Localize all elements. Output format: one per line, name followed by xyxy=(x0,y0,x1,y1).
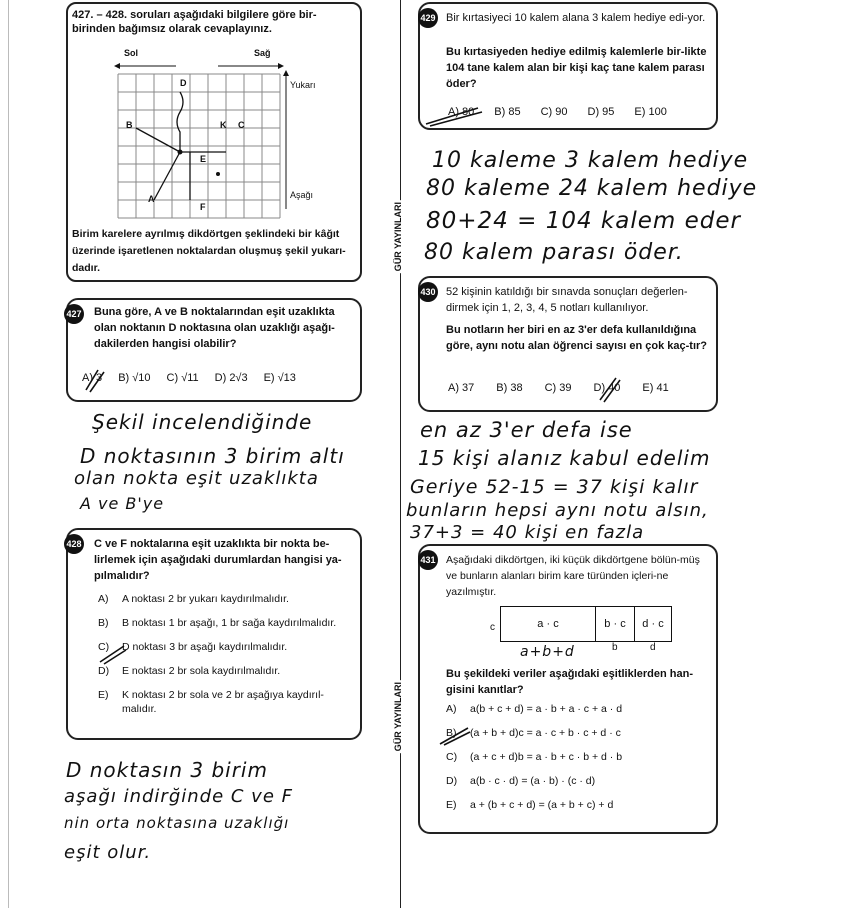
answer-mark-429 xyxy=(424,104,484,128)
option-c[interactable]: C) D noktası 3 br aşağı kaydırılmalıdır. xyxy=(98,641,288,653)
question-number-428: 428 xyxy=(64,534,84,554)
bottom-label-d: d xyxy=(650,642,656,653)
point-D: D xyxy=(180,78,187,88)
question-number-427: 427 xyxy=(64,304,84,324)
label-right: Sağ xyxy=(254,48,271,58)
label-up: Yukarı xyxy=(290,80,316,90)
point-K: K xyxy=(220,120,227,130)
rect-ac: a · c xyxy=(501,607,596,641)
handwriting-427-line-4: A ve B'ye xyxy=(80,494,165,513)
answer-mark-428 xyxy=(98,642,128,666)
question-429-text-1: Bir kırtasiyeci 10 kalem alana 3 kalem hediye edi-yor. xyxy=(446,12,706,24)
label-left: Sol xyxy=(124,48,139,58)
side-label-c: c xyxy=(490,622,495,633)
question-428 xyxy=(66,528,362,740)
option-a[interactable]: A) 80 xyxy=(448,106,475,118)
question-number-431: 431 xyxy=(418,550,438,570)
question-431-text-2: Bu şekildeki veriler aşağıdaki eşitliklerden han-gisini kanıtlar? xyxy=(446,668,694,696)
option-c[interactable]: C) 90 xyxy=(540,106,568,118)
option-c[interactable]: C) √11 xyxy=(166,372,199,384)
question-428-options xyxy=(98,592,356,716)
answer-mark-430 xyxy=(593,374,626,404)
handwriting-428-line-4: eşit olur. xyxy=(64,842,152,863)
publisher-label-bottom: GÜR YAYINLARI xyxy=(393,682,403,752)
rect-bc: b · c xyxy=(596,607,635,641)
question-430 xyxy=(418,276,718,412)
handwriting-430-line-1: en az 3'er defa ise xyxy=(420,418,633,442)
question-427-options xyxy=(82,372,352,384)
point-B: B xyxy=(126,120,133,130)
question-number-430: 430 xyxy=(418,282,438,302)
handwriting-429-line-1: 10 kaleme 3 kalem hediye xyxy=(432,148,749,173)
question-429-text-2: Bu kırtasiyeden hediye edilmiş kalemlerle bir-likte 104 tane kalem alan bir kişi kaç tane kalem parası öder? xyxy=(446,46,707,90)
point-A: A xyxy=(148,194,155,204)
handwriting-430-line-4: bunların hepsi aynı notu alsın, xyxy=(406,500,709,521)
question-427-text: Buna göre, A ve B noktalarından eşit uzaklıkta olan noktanın D noktasına olan uzaklığı aşağı-dakilerden hangisi olabilir? xyxy=(94,306,335,350)
handwriting-428-line-2: aşağı indirğinde C ve F xyxy=(64,786,293,807)
option-a[interactable]: A) a(b + c + d) = a · b + a · c + a · d xyxy=(446,703,623,715)
publisher-label-top: GÜR YAYINLARI xyxy=(393,202,403,272)
option-e[interactable]: E) √13 xyxy=(263,372,296,384)
option-b[interactable]: B) B noktası 1 br aşağı, 1 br sağa kaydırılmalıdır. xyxy=(98,617,337,629)
question-428-text: C ve F noktalarına eşit uzaklıkta bir nokta be-lirlemek için aşağıdaki durumlardan hangisi ya-pılmalıdır? xyxy=(94,538,342,582)
question-number-429: 429 xyxy=(418,8,438,28)
bottom-label-b: b xyxy=(612,642,618,653)
option-d[interactable]: D) 95 xyxy=(587,106,615,118)
option-a[interactable]: A) 37 xyxy=(448,382,475,394)
answer-mark-427 xyxy=(82,364,112,394)
grid-figure xyxy=(68,44,360,219)
question-431 xyxy=(418,544,718,834)
handwriting-429-line-3: 80+24 = 104 kalem eder xyxy=(426,208,741,234)
handwriting-427-line-1: Şekil incelendiğinde xyxy=(92,410,313,434)
point-F: F xyxy=(200,202,206,212)
question-429-options xyxy=(448,106,710,118)
handwriting-427-line-3: olan nokta eşit uzaklıkta xyxy=(74,468,319,489)
handwriting-429-line-4: 80 kalem parası öder. xyxy=(424,240,684,265)
info-box-427-428 xyxy=(66,2,362,282)
handwritten-sum: a+b+d xyxy=(520,644,575,660)
option-b[interactable]: B) (a + b + d)c = a · c + b · c + d · c xyxy=(446,727,621,739)
option-d[interactable]: D) 40 xyxy=(593,382,621,394)
option-e[interactable]: E) a + (b + c + d) = (a + b + c) + d xyxy=(446,799,614,811)
option-a[interactable]: A) 3 xyxy=(82,372,103,384)
question-430-text-2: Bu notların her biri en az 3'er defa kullanıldığına göre, aynı notu alan öğrenci sayısı en çok kaç-tır? xyxy=(446,324,708,352)
handwriting-430-line-3: Geriye 52-15 = 37 kişi kalır xyxy=(410,476,699,498)
question-427 xyxy=(66,298,362,402)
rectangle-figure xyxy=(500,606,672,642)
handwriting-429-line-2: 80 kaleme 24 kalem hediye xyxy=(426,176,758,201)
option-a[interactable]: A) A noktası 2 br yukarı kaydırılmalıdır. xyxy=(98,593,289,605)
handwriting-428-line-3: nin orta noktasına uzaklığı xyxy=(64,814,290,832)
option-d[interactable]: D) E noktası 2 br sola kaydırılmalıdır. xyxy=(98,665,281,677)
option-d[interactable]: D) 2√3 xyxy=(214,372,248,384)
option-b[interactable]: B) 85 xyxy=(494,106,521,118)
option-e[interactable]: E) 41 xyxy=(642,382,669,394)
rect-dc: d · c xyxy=(642,618,664,630)
column-divider xyxy=(400,0,401,908)
option-e[interactable]: E) 100 xyxy=(634,106,667,118)
handwriting-430-line-2: 15 kişi alanız kabul edelim xyxy=(418,446,711,470)
handwriting-428-line-1: D noktasın 3 birim xyxy=(66,758,268,782)
option-c[interactable]: C) 39 xyxy=(544,382,572,394)
question-431-options xyxy=(446,702,712,812)
option-e[interactable]: E) K noktası 2 br sola ve 2 br aşağıya kaydırıl-malıdır. xyxy=(98,689,324,715)
question-429 xyxy=(418,2,718,130)
handwriting-427-line-2: D noktasının 3 birim altı xyxy=(80,444,345,468)
page-edge-line xyxy=(8,0,9,908)
question-431-text-1: Aşağıdaki dikdörtgen, iki küçük dikdörtgene bölün-müş ve bunların alanları birim kare türünden içleri-ne yazılmıştır. xyxy=(446,554,700,598)
label-down: Aşağı xyxy=(290,190,314,200)
answer-mark-431 xyxy=(438,726,472,746)
handwriting-430-line-5: 37+3 = 40 kişi en fazla xyxy=(410,522,645,543)
option-b[interactable]: B) 38 xyxy=(496,382,523,394)
point-E: E xyxy=(200,154,207,164)
question-430-text-1: 52 kişinin katıldığı bir sınavda sonuçları değerlen-dirmek için 1, 2, 3, 4, 5 notları kullanılıyor. xyxy=(446,286,688,314)
info-box-title: 427. – 428. soruları aşağıdaki bilgilere göre bir-birinden bağımsız olarak cevaplayınız. xyxy=(72,9,317,35)
question-430-options xyxy=(448,382,710,394)
option-d[interactable]: D) a(b · c · d) = (a · b) · (c · d) xyxy=(446,775,596,787)
option-b[interactable]: B) √10 xyxy=(118,372,151,384)
info-description: Birim karelere ayrılmış dikdörtgen şeklindeki bir kâğıt üzerinde işaretlenen noktalardan oluşmuş şekil yukarı-dadır. xyxy=(72,228,346,274)
point-C: C xyxy=(238,120,245,130)
option-c[interactable]: C) (a + c + d)b = a · b + c · b + d · b xyxy=(446,751,623,763)
